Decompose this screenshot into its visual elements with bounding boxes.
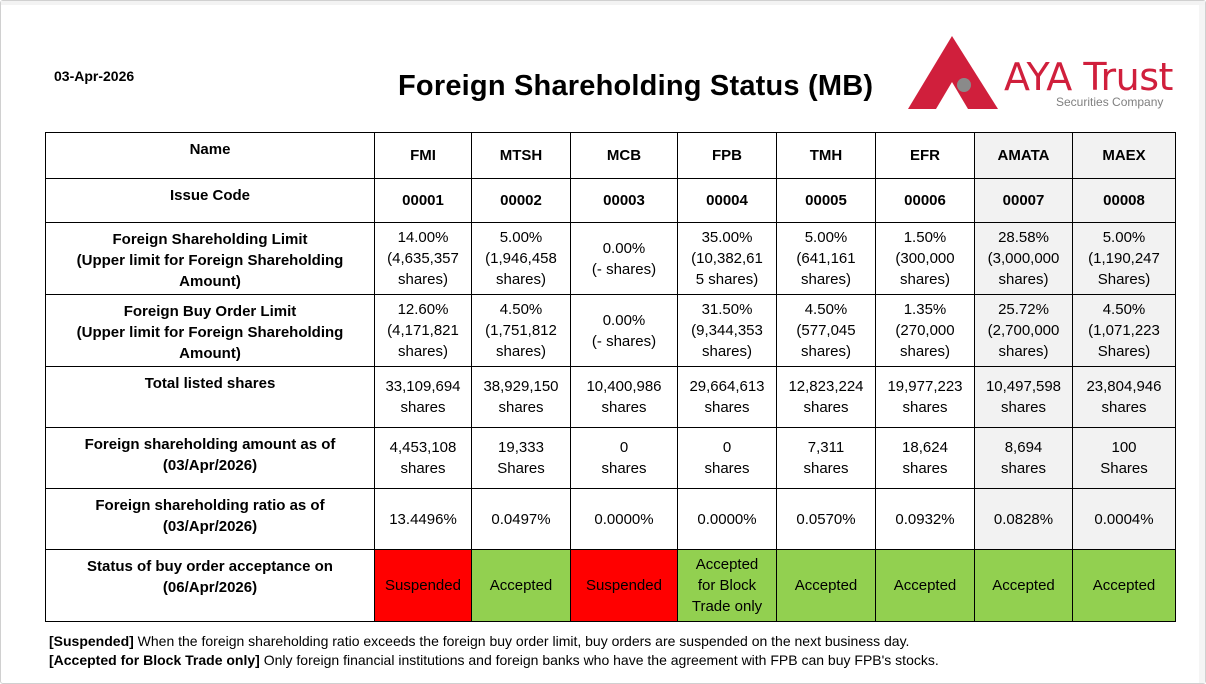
cell-line: 7,311 — [807, 439, 845, 456]
cell-line: (641,161 — [796, 250, 856, 267]
cell-line: 25.72% — [998, 301, 1049, 318]
cell-line: 4,453,108 — [389, 439, 457, 456]
cell-line: Accepted — [893, 577, 957, 594]
cell-line: (577,045 — [796, 322, 856, 339]
cell-line: (270,000 — [895, 322, 955, 339]
cell-line: shares) — [397, 343, 449, 360]
table-row-issue-code — [46, 179, 1176, 223]
cell-line: 4.50% — [499, 301, 543, 318]
row-label-line: Issue Code — [169, 187, 251, 204]
row-label-line: Status of buy order acceptance on — [87, 558, 333, 575]
cell-line: Shares) — [1097, 343, 1151, 360]
logo-triangle-icon — [906, 34, 1016, 114]
table-cell — [975, 223, 1073, 295]
cell-line: shares) — [899, 343, 951, 360]
page-title: Foreign Shareholding Status (MB) — [398, 70, 874, 102]
status-cell — [375, 550, 472, 622]
cell-line: shares — [601, 399, 647, 416]
table-cell — [1073, 295, 1176, 367]
table-cell: 00001 — [375, 179, 472, 223]
table-row-total — [46, 367, 1176, 428]
table-row-limit — [46, 223, 1176, 295]
row-label-line: (03/Apr/2026) — [162, 457, 258, 474]
table-cell — [472, 428, 571, 489]
cell-line: 23,804,946 — [1086, 378, 1162, 395]
cell-line: 29,664,613 — [689, 378, 765, 395]
row-label-line: Amount) — [179, 273, 241, 290]
cell-line: shares — [704, 460, 750, 477]
cell-line: shares — [400, 460, 446, 477]
row-label — [46, 550, 375, 622]
row-label-line: Foreign shareholding ratio as of — [95, 497, 325, 514]
table-cell: 0.0570% — [777, 489, 876, 550]
cell-line: shares) — [998, 271, 1049, 288]
cell-line: 0.00% — [602, 311, 646, 329]
cell-line: 14.00% — [397, 229, 449, 246]
table-cell: MTSH — [472, 133, 571, 179]
row-label-line: Name — [189, 141, 231, 158]
row-label-line: Foreign shareholding amount as of — [84, 436, 336, 453]
table-cell — [678, 428, 777, 489]
foreign-shareholding-table — [45, 132, 1176, 622]
table-cell — [1073, 223, 1176, 295]
row-label-line: (Upper limit for Foreign Shareholding — [76, 324, 344, 341]
cell-line: 4.50% — [1102, 301, 1146, 318]
cell-line: shares) — [701, 343, 753, 360]
cell-line: Accepted — [992, 577, 1055, 594]
table-cell: FMI — [375, 133, 472, 179]
logo-subtitle: Securities Company — [1056, 95, 1164, 109]
table-cell: FPB — [678, 133, 777, 179]
table-cell: 13.4496% — [375, 489, 472, 550]
row-label — [46, 367, 375, 428]
cell-line: (3,000,000 — [987, 250, 1060, 267]
table-row-status — [46, 550, 1176, 622]
footnote-block-trade — [49, 651, 939, 670]
cell-line: 19,977,223 — [887, 378, 963, 395]
cell-line: Accepted — [1092, 577, 1156, 594]
cell-line: shares — [704, 399, 750, 416]
cell-line: (- shares) — [591, 260, 657, 278]
table-cell — [777, 367, 876, 428]
table-cell: 0.0000% — [678, 489, 777, 550]
cell-line: Shares — [1100, 460, 1148, 477]
cell-line: shares) — [800, 271, 852, 288]
cell-line: (10,382,61 — [691, 250, 763, 267]
cell-line: shares) — [495, 271, 547, 288]
status-cell — [975, 550, 1073, 622]
cell-line: 18,624 — [902, 439, 948, 456]
row-label-line: (Upper limit for Foreign Shareholding — [76, 252, 344, 269]
cell-line: shares — [1000, 460, 1047, 477]
table-row-buy-limit — [46, 295, 1176, 367]
cell-line: (300,000 — [895, 250, 955, 267]
footnote-term: [Suspended] — [49, 633, 134, 649]
table-cell — [975, 428, 1073, 489]
cell-line: 28.58% — [998, 229, 1049, 246]
cell-line: shares) — [899, 271, 951, 288]
table-cell: 00008 — [1073, 179, 1176, 223]
footnote-suspended — [49, 632, 939, 651]
cell-line: (4,635,357 — [387, 250, 459, 267]
table-cell: MCB — [571, 133, 678, 179]
aya-trust-logo — [906, 34, 1176, 114]
row-label-line: Amount) — [179, 345, 241, 362]
table-cell: 00007 — [975, 179, 1073, 223]
cell-line: 0.00% — [602, 239, 646, 257]
cell-line: 12.60% — [397, 301, 449, 318]
status-cell — [472, 550, 571, 622]
table-cell — [375, 223, 472, 295]
table-cell — [876, 223, 975, 295]
top-strip — [1, 1, 1205, 5]
cell-line: 5.00% — [499, 229, 543, 246]
table-cell: 0.0000% — [571, 489, 678, 550]
status-cell — [571, 550, 678, 622]
cell-line: 35.00% — [701, 229, 753, 246]
report-date: 03-Apr-2026 — [54, 68, 135, 84]
table-cell: 0.0932% — [876, 489, 975, 550]
cell-line: shares — [902, 399, 948, 416]
cell-line: (9,344,353 — [691, 322, 763, 339]
row-label — [46, 179, 375, 223]
cell-line: shares) — [397, 271, 449, 288]
cell-line: Suspended — [586, 577, 662, 594]
table-cell — [375, 367, 472, 428]
cell-line: shares — [601, 460, 647, 477]
cell-line: 5 shares) — [695, 271, 759, 288]
cell-line: (4,171,821 — [387, 322, 459, 339]
table-cell — [571, 428, 678, 489]
cell-line: 31.50% — [701, 301, 753, 318]
table-cell — [777, 428, 876, 489]
cell-line: 100 — [1111, 439, 1137, 456]
row-label-line: (03/Apr/2026) — [162, 518, 258, 535]
cell-line: for Block — [697, 577, 757, 594]
row-label — [46, 133, 375, 179]
table-cell — [571, 295, 678, 367]
cell-line: 19,333 — [498, 439, 544, 456]
table-cell — [876, 367, 975, 428]
cell-line: shares) — [800, 343, 852, 360]
table-row-amount — [46, 428, 1176, 489]
cell-line: 10,497,598 — [985, 378, 1062, 395]
cell-line: 1.50% — [903, 229, 947, 246]
table-cell — [975, 295, 1073, 367]
table-cell — [571, 367, 678, 428]
cell-line: Accepted — [794, 577, 858, 594]
table-cell: MAEX — [1073, 133, 1176, 179]
cell-line: (1,190,247 — [1088, 250, 1160, 267]
cell-line: 5.00% — [1102, 229, 1146, 246]
status-cell — [777, 550, 876, 622]
cell-line: (- shares) — [591, 332, 657, 350]
cell-line: 10,400,986 — [586, 378, 662, 395]
right-edge-shade — [1199, 5, 1205, 683]
table-cell: 00005 — [777, 179, 876, 223]
table-cell — [571, 223, 678, 295]
cell-line: Shares) — [1097, 271, 1151, 288]
status-cell — [1073, 550, 1176, 622]
cell-line: 5.00% — [804, 229, 848, 246]
row-label — [46, 428, 375, 489]
table-cell: 00004 — [678, 179, 777, 223]
cell-line: shares — [902, 460, 948, 477]
table-cell: AMATA — [975, 133, 1073, 179]
table-cell — [472, 367, 571, 428]
table-cell — [975, 367, 1073, 428]
row-label — [46, 489, 375, 550]
cell-line: 1.35% — [903, 301, 947, 318]
row-label-line: Foreign Buy Order Limit — [123, 303, 297, 320]
cell-line: 33,109,694 — [385, 378, 461, 395]
cell-line: 0 — [722, 439, 732, 456]
table-cell: 0.0004% — [1073, 489, 1176, 550]
table-cell: 00003 — [571, 179, 678, 223]
table-cell — [678, 367, 777, 428]
cell-line: Shares — [497, 460, 545, 477]
cell-line: 12,823,224 — [788, 378, 864, 395]
cell-line: shares — [1101, 399, 1147, 416]
table-row-ratio — [46, 489, 1176, 550]
cell-line: shares — [1000, 399, 1047, 416]
table-cell — [678, 223, 777, 295]
table-cell — [375, 428, 472, 489]
cell-line: Trade only — [691, 598, 763, 615]
footnote-term: [Accepted for Block Trade only] — [49, 652, 260, 668]
cell-line: (1,071,223 — [1088, 322, 1160, 339]
cell-line: Accepted — [695, 556, 759, 573]
row-label-line: (06/Apr/2026) — [162, 579, 258, 596]
table-cell — [472, 295, 571, 367]
table-cell — [777, 295, 876, 367]
cell-line: 0 — [619, 439, 629, 456]
row-label-line: Foreign Shareholding Limit — [112, 231, 308, 248]
status-cell — [678, 550, 777, 622]
cell-line: 8,694 — [1004, 439, 1043, 456]
cell-line: Accepted — [489, 577, 553, 594]
cell-line: 4.50% — [804, 301, 848, 318]
table-cell — [472, 223, 571, 295]
row-label-line: Total listed shares — [144, 375, 276, 392]
table-cell: 0.0497% — [472, 489, 571, 550]
table-cell — [678, 295, 777, 367]
logo-wordmark: AYA Trust — [1004, 55, 1173, 99]
row-label — [46, 223, 375, 295]
footnote-text: Only foreign financial institutions and foreign banks who have the agreement with FPB can buy FPB's stocks. — [259, 652, 939, 668]
cell-line: shares — [498, 399, 544, 416]
cell-line: (1,751,812 — [485, 322, 557, 339]
table-cell: TMH — [777, 133, 876, 179]
table-cell — [1073, 428, 1176, 489]
cell-line: shares) — [998, 343, 1049, 360]
table-cell: 0.0828% — [975, 489, 1073, 550]
cell-line: 38,929,150 — [483, 378, 559, 395]
cell-line: shares) — [495, 343, 547, 360]
table-cell: 00002 — [472, 179, 571, 223]
status-cell — [876, 550, 975, 622]
table-cell: 00006 — [876, 179, 975, 223]
table-cell — [876, 295, 975, 367]
cell-line: shares — [400, 399, 446, 416]
table-cell — [1073, 367, 1176, 428]
table-row-name — [46, 133, 1176, 179]
footnote-text: When the foreign shareholding ratio exceeds the foreign buy order limit, buy orders are suspended on the next business day. — [133, 633, 910, 649]
table-cell — [375, 295, 472, 367]
table-cell — [777, 223, 876, 295]
cell-line: Suspended — [385, 577, 461, 594]
cell-line: shares — [803, 460, 849, 477]
cell-line: (2,700,000 — [987, 322, 1060, 339]
cell-line: shares — [803, 399, 849, 416]
cell-line: (1,946,458 — [485, 250, 557, 267]
footnotes — [49, 632, 939, 670]
table-cell: EFR — [876, 133, 975, 179]
table-cell — [876, 428, 975, 489]
row-label — [46, 295, 375, 367]
